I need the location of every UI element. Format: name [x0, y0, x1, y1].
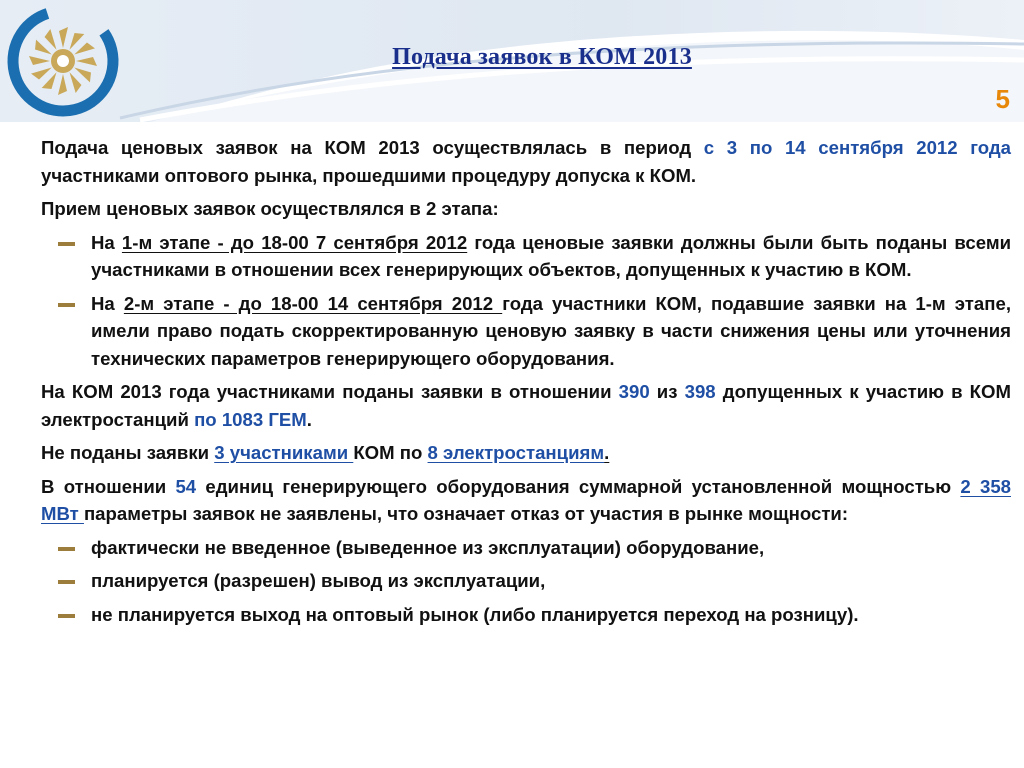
text: Не поданы заявки	[41, 442, 215, 463]
text: единиц генерирующего оборудования суммарной установленной мощностью	[196, 475, 961, 497]
text: участниками оптового рынка, прошедшими процедуру допуска к КОМ.	[41, 164, 697, 186]
text: На	[91, 231, 122, 253]
paragraph-not-submitted	[41, 439, 1011, 467]
text: .	[306, 408, 312, 430]
bullet-planned-decommission	[41, 567, 1011, 595]
text: года ценовые заявки должны были быть поданы всеми участниками в отношении всех генерирующих объектов, допущенных к участию в КОМ.	[91, 231, 1012, 280]
text: На КОМ 2013 года участниками поданы заявки в отношении	[41, 381, 619, 402]
bullet-not-commissioned	[41, 534, 1011, 562]
bullet-dash-icon	[58, 242, 75, 246]
admitted-count: 398	[684, 381, 716, 402]
text: параметры заявок не заявлены, что означает отказ от участия в рынке мощности:	[83, 503, 849, 524]
bullet-stage-2	[41, 290, 1011, 373]
text: года участники КОМ, подавшие заявки на 1-м этапе, имели право подать скорректированную ценовую заявку в части снижения цены или уточнения технических параметров генерирующего оборудования.	[91, 292, 1011, 369]
bullet-dash-icon	[58, 303, 75, 307]
participants-link[interactable]: 3 участниками	[214, 442, 354, 463]
bullet-dash-icon	[58, 614, 75, 618]
paragraph-refusal	[41, 473, 1011, 528]
paragraph-stages	[41, 195, 1011, 223]
stage-1-deadline: 1-м этапе - до 18-00 7 сентября 2012	[121, 231, 468, 253]
text: Подача ценовых заявок на КОМ 2013 осуществлялась в период	[41, 137, 704, 158]
bullet-dash-icon	[58, 580, 75, 584]
text: В отношении	[41, 475, 176, 497]
text: Прием ценовых заявок осуществлялся в 2 этапа:	[41, 198, 499, 219]
text: .	[604, 442, 610, 463]
text: На	[91, 292, 124, 314]
gem-count: по 1083 ГЕМ	[194, 408, 307, 430]
text: планируется (разрешен) вывод из эксплуатации,	[91, 570, 546, 591]
power-plants-link[interactable]: 8 электростанциям	[427, 442, 605, 463]
stage-2-deadline: 2-м этапе - до 18-00 14 сентября 2012	[123, 292, 503, 314]
submission-dates: с 3 по 14 сентября 2012 года	[703, 137, 1011, 158]
paragraph-submitted	[41, 378, 1011, 433]
slide-title: Подача заявок в КОМ 2013	[392, 44, 692, 70]
capacity-value: 2 358 МВт	[41, 475, 1011, 524]
submitted-count: 390	[618, 381, 650, 402]
text: из	[649, 381, 685, 402]
bullet-retail-transition	[41, 601, 1011, 629]
text: КОМ по	[353, 442, 428, 463]
paragraph-submission-period	[41, 134, 1011, 189]
units-count: 54	[175, 475, 197, 497]
text: не планируется выход на оптовый рынок (либо планируется переход на розницу).	[91, 603, 859, 625]
text: допущенных к участию в КОМ электростанций	[41, 381, 1011, 430]
slide-body	[41, 134, 1011, 634]
bullet-dash-icon	[58, 547, 75, 551]
page-number: 5	[995, 84, 1010, 114]
bullet-stage-1	[41, 229, 1011, 284]
text: фактически не введенное (выведенное из эксплуатации) оборудование,	[91, 536, 765, 558]
